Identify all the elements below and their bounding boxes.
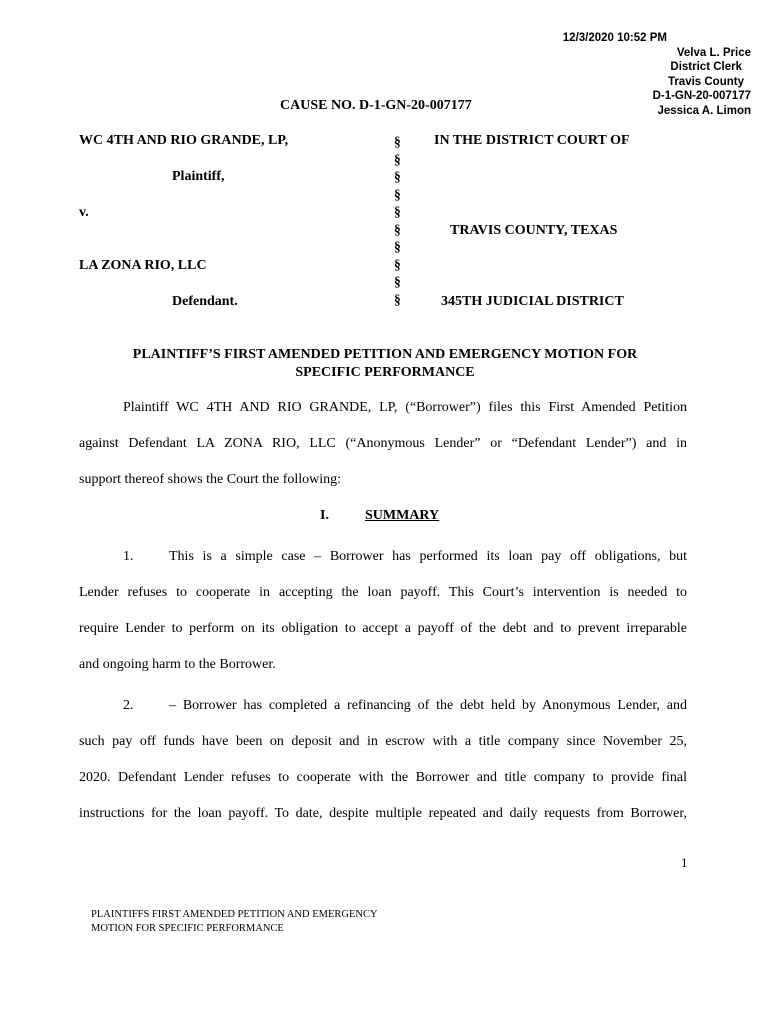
para1-line-4: and ongoing harm to the Borrower. (79, 657, 276, 672)
intro-line-2: against Defendant LA ZONA RIO, LLC (“Anonymous Lender” or “Defendant Lender”) and in (79, 436, 687, 451)
cause-number: CAUSE NO. D-1-GN-20-007177 (280, 98, 472, 113)
versus-label: v. (79, 205, 89, 220)
section-mark: § (394, 169, 401, 184)
page-footer (91, 908, 378, 935)
stamp-deputy: Jessica A. Limon (657, 104, 751, 117)
stamp-case-number: D-1-GN-20-007177 (652, 90, 751, 102)
para1-number: 1. (123, 549, 134, 564)
page-number: 1 (681, 855, 688, 870)
plaintiff-name: WC 4TH AND RIO GRANDE, LP, (79, 133, 289, 148)
stamp-clerk-name: Velva L. Price (676, 46, 751, 59)
section-mark: § (394, 256, 401, 272)
para2-line-1: – Borrower has completed a refinancing of the debt held by Anonymous Lender, and (169, 698, 687, 713)
intro-line-3: support thereof shows the Court the following: (79, 472, 342, 487)
footer-line-2: MOTION FOR SPECIFIC PERFORMANCE (91, 922, 284, 934)
footer-line-1: PLAINTIFFS FIRST AMENDED PETITION AND EMERGENCY (91, 909, 378, 920)
court-line-2: TRAVIS COUNTY, TEXAS (450, 223, 618, 238)
intro-line-1: Plaintiff WC 4TH AND RIO GRANDE, LP, (“Borrower”) files this First Amended Petition (123, 400, 687, 415)
section-heading: SUMMARY (365, 508, 440, 523)
para2-line-4: instructions for the loan payoff. To date, despite multiple repeated and daily requests from Borrower, (79, 806, 687, 821)
document-title (100, 346, 670, 382)
para1-line-1: This is a simple case – Borrower has performed its loan pay off obligations, but (169, 549, 687, 564)
para2-line-3: 2020. Defendant Lender refuses to cooperate with the Borrower and title company to provide final (79, 770, 687, 785)
para1-line-3: require Lender to perform on its obligation to accept a payoff of the debt and to prevent irreparable (79, 621, 687, 636)
section-mark: § (394, 239, 401, 254)
stamp-county: Travis County (667, 75, 744, 88)
section-mark: § (394, 151, 401, 167)
section-mark: § (394, 134, 401, 149)
defendant-name: LA ZONA RIO, LLC (79, 258, 207, 273)
section-number: I. (320, 508, 329, 523)
section-mark: § (394, 274, 401, 289)
stamp-datetime: 12/3/2020 10:52 PM (562, 32, 667, 44)
section-mark: § (394, 291, 401, 307)
section-marks (394, 133, 406, 308)
section-mark: § (394, 186, 401, 202)
para2-line-2: such pay off funds have been on deposit and in escrow with a title company since November 25, (79, 734, 687, 749)
section-mark: § (394, 221, 401, 237)
para1-line-2: Lender refuses to cooperate in accepting the loan payoff. This Court’s intervention is needed to (79, 585, 687, 600)
para2-number: 2. (123, 698, 134, 713)
title-line-2: SPECIFIC PERFORMANCE (295, 365, 475, 380)
defendant-label: Defendant. (172, 294, 238, 309)
section-mark: § (394, 204, 401, 219)
stamp-clerk-title: District Clerk (670, 61, 742, 73)
plaintiff-label: Plaintiff, (172, 169, 225, 184)
court-line-3: 345TH JUDICIAL DISTRICT (441, 294, 624, 309)
title-line-1: PLAINTIFF’S FIRST AMENDED PETITION AND EMERGENCY MOTION FOR (132, 347, 638, 362)
court-line-1: IN THE DISTRICT COURT OF (434, 133, 630, 148)
case-caption (0, 0, 770, 320)
